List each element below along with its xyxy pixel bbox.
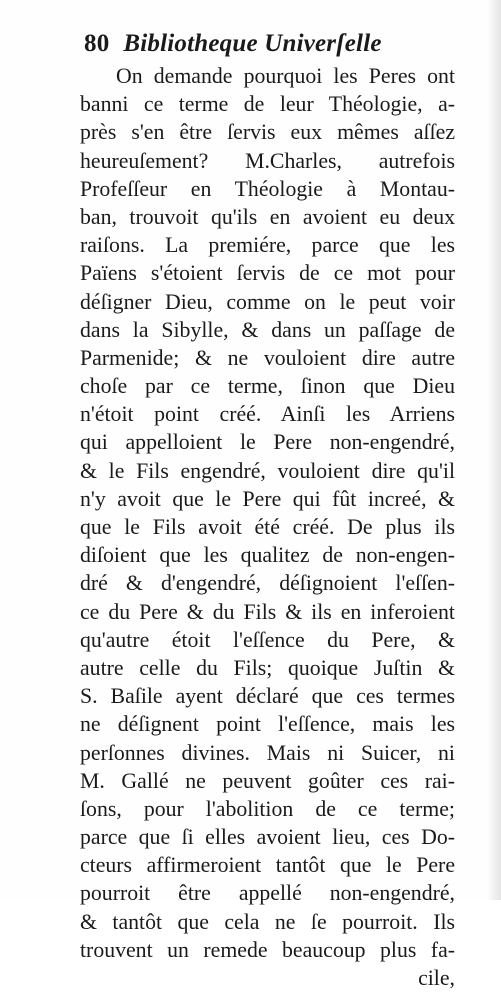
text-line: M. Gallé ne peuvent goûter ces rai- bbox=[80, 768, 455, 793]
text-line: déſigner Dieu, comme on le peut voir bbox=[80, 289, 455, 314]
text-line: perſonnes divines. Mais ni Suicer, ni bbox=[80, 740, 455, 765]
text-line: ce du Pere & du Fils & ils en inferoient bbox=[80, 599, 455, 624]
text-line: dans la Sibylle, & dans un paſſage de bbox=[80, 317, 455, 342]
text-line: qui appelloient le Pere non-engendré, bbox=[80, 430, 455, 455]
text-line: près s'en être ſervis eux mêmes aſſez bbox=[80, 120, 455, 145]
text-line: parce que ſi elles avoient lieu, ces Do- bbox=[80, 825, 455, 850]
text-line: & tantôt que cela ne ſe pourroit. Ils bbox=[80, 909, 455, 934]
text-line: Profeſſeur en Théologie à Montau- bbox=[80, 176, 455, 201]
text-line: Païens s'étoient ſervis de ce mot pour bbox=[80, 261, 455, 286]
page-edge-shadow bbox=[487, 0, 501, 900]
running-title: Bibliotheque Univerſelle bbox=[123, 30, 382, 57]
text-line: On demande pourquoi les Peres ont bbox=[116, 64, 455, 88]
text-line: n'y avoit que le Pere qui fût increé, & bbox=[80, 486, 455, 511]
text-line: ban, trouvoit qu'ils en avoient eu deux bbox=[80, 204, 455, 229]
text-line: pourroit être appellé non-engendré, bbox=[80, 881, 455, 906]
text-line: diſoient que les qualitez de non-engen- bbox=[80, 543, 455, 568]
text-line: que le Fils avoit été créé. De plus ils bbox=[80, 515, 455, 539]
text-line: autre celle du Fils; quoique Juſtin & bbox=[80, 655, 455, 680]
text-line: cteurs affirmeroient tantôt que le Pere bbox=[80, 853, 455, 878]
text-line: Parmenide; & ne vouloient dire autre bbox=[80, 345, 455, 370]
text-line: cile, bbox=[418, 966, 455, 990]
text-line: heureuſement? M.Charles, autrefois bbox=[80, 148, 455, 173]
text-line: n'étoit point créé. Ainſi les Arriens bbox=[80, 402, 455, 427]
text-line: raiſons. La premiére, parce que les bbox=[80, 233, 455, 258]
text-line: S. Baſile ayent déclaré que ces termes bbox=[80, 684, 455, 709]
text-line: & le Fils engendré, vouloient dire qu'il bbox=[80, 458, 455, 483]
text-line: qu'autre étoit l'eſſence du Pere, & bbox=[80, 627, 455, 652]
text-line: banni ce terme de leur Théologie, a- bbox=[80, 92, 455, 117]
text-line: choſe par ce terme, ſinon que Dieu bbox=[80, 374, 455, 399]
text-line: dré & d'engendré, déſignoient l'eſſen- bbox=[80, 571, 455, 596]
page-number: 80 bbox=[84, 30, 110, 57]
text-line: ne déſignent point l'eſſence, mais les bbox=[80, 712, 455, 737]
text-line: trouvent un remede beaucoup plus fa- bbox=[80, 937, 455, 962]
text-block bbox=[80, 62, 455, 992]
page-header bbox=[84, 30, 382, 58]
text-line: ſons, pour l'abolition de ce terme; bbox=[80, 796, 455, 821]
